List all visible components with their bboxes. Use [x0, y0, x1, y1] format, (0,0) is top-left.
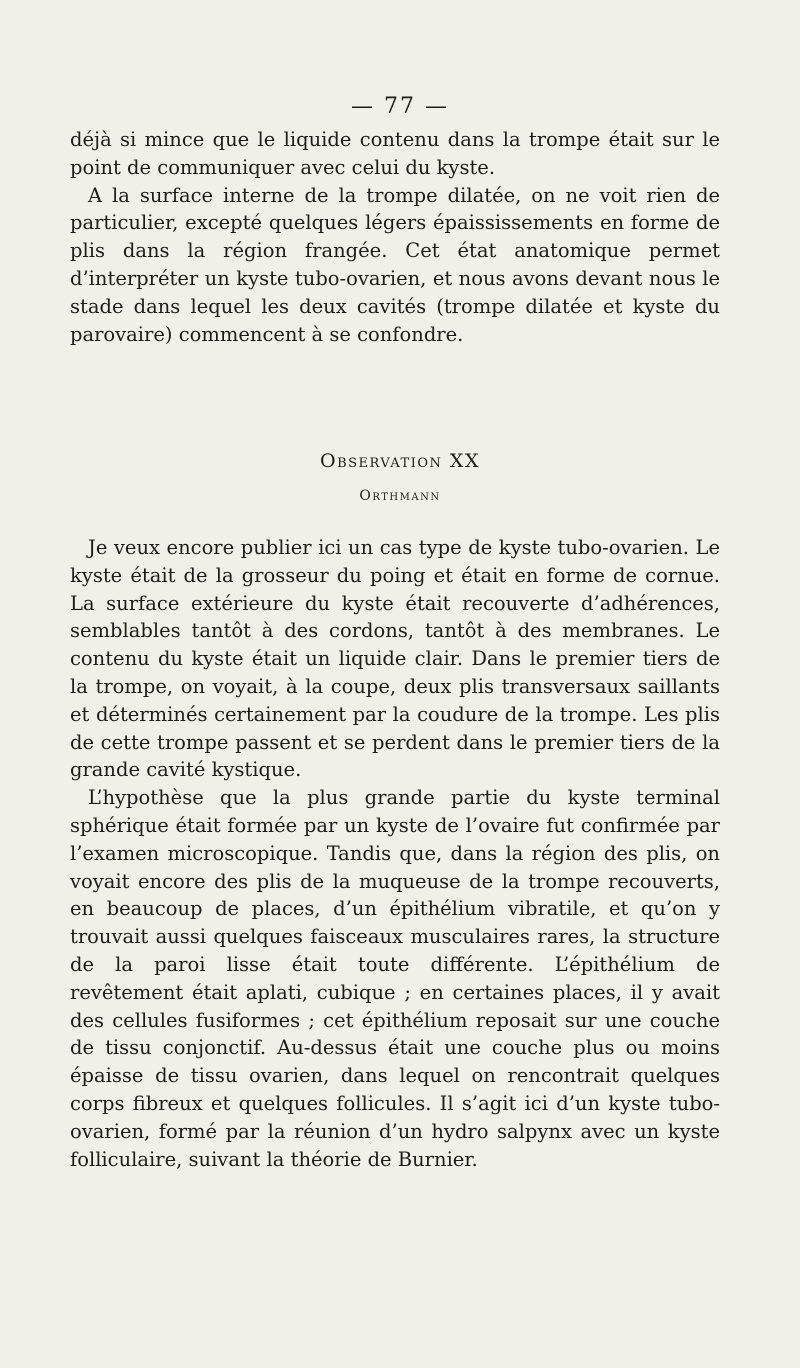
- observation-author: Orthmann: [359, 488, 441, 504]
- paragraph: L’hypothèse que la plus grande partie du kyste terminal sphérique était formée par un kyste de l’ovaire fut confirmée par l’examen microscopique. Tandis que, dans la région des plis, on voyait encore des plis de la muqueuse de la trompe recouverts, en beaucoup de places, d’un épithélium vibratile, et qu’on y trouvait aussi quelques faisceaux musculaires rares, la structure de la paroi lisse était toute différente. L’épithélium de revêtement était aplati, cubique ; en certaines places, il y avait des cellules fusiformes ; cet épithélium reposait sur une couche de tissu conjonctif. Au-dessus était une couche plus ou moins épaisse de tissu ovarien, dans lequel on rencontrait quelques corps fibreux et quelques follicules. Il s’agit ici d’un kyste tubo-ovarien, formé par la réunion d’un hydro salpynx avec un kyste folliculaire, suivant la théorie de Burnier.: [70, 786, 720, 1171]
- paragraph: Je veux encore publier ici un cas type de kyste tubo-ovarien. Le kyste était de la grosseur du poing et était en forme de cornue. La surface extérieure du kyste était recouverte d’adhérences, semblables tantôt à des cordons, tantôt à des membranes. Le contenu du kyste était un liquide clair. Dans le premier tiers de la trompe, on voyait, à la coupe, deux plis transversaux saillants et déterminés certainement par la coudure de la trompe. Les plis de cette trompe passent et se perdent dans le premier tiers de la grande cavité kystique.: [70, 536, 720, 782]
- page-number: — 77 —: [351, 94, 449, 119]
- intro-text: [70, 126, 720, 348]
- paragraph: A la surface interne de la trompe dilatée, on ne voit rien de particulier, excepté quelques légers épaississements en forme de plis dans la région frangée. Cet état anatomique permet d’interpréter un kyste tubo-ovarien, et nous avons devant nous le stade dans lequel les deux cavités (trompe dilatée et kyste du parovaire) commencent à se confondre.: [70, 183, 720, 346]
- observation-title: Observation XX: [320, 450, 480, 472]
- paragraph: déjà si mince que le liquide contenu dans la trompe était sur le point de communiquer avec celui du kyste.: [70, 128, 720, 179]
- observation-text: [70, 534, 720, 1173]
